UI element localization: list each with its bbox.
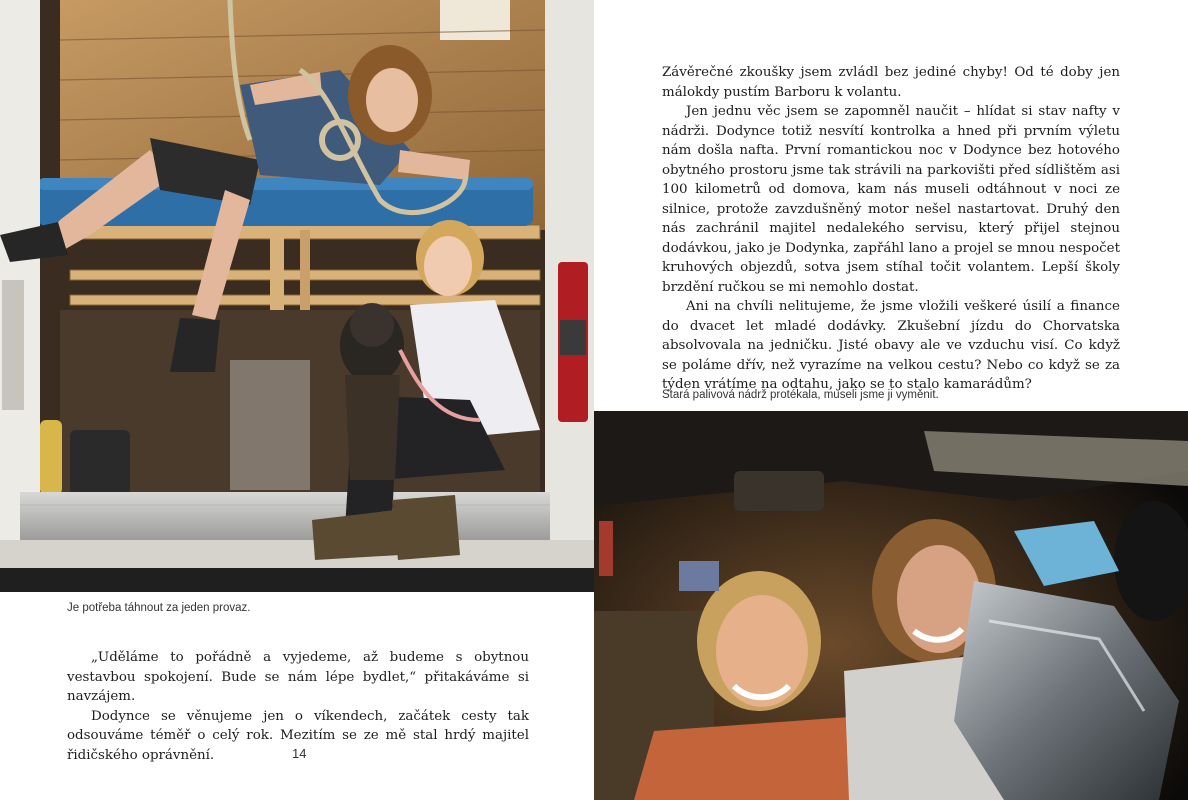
paragraph: Jen jednu věc jsem se zapomněl naučit – hlídat si stav nafty v nádrži. Dodynce totiž nesvítí kontrolka a hned při prvním výletu nám došla nafta. První romantickou noc v Dodynce bez hotového obytného prostoru jsme tak strávili na parkovišti před sídlištěm asi 100 kilometrů od domova, kam nás museli odtáhnout v noci ze silnice, protože zavzdušněný motor nešel nastartovat. Druhý den nás zachránil majitel nedalekého servisu, který přijel stejnou dodávkou, jako je Dodynka, zapřáhl lano a projel se mnou nespočet kruhových objezdů, sotva jsem stíhal točit volantem. Lepší školy brzdění ručkou se mi nemohlo dostat. <box>662 104 1120 295</box>
right-body-text <box>662 63 1120 395</box>
paragraph: „Uděláme to pořádně a vyjedeme, až budeme s obytnou vestavbou spokojení. Bude se nám lépe bydlet,“ přitakáváme si navzájem. <box>67 650 529 704</box>
photo-caption: Stará palivová nádrž protékala, museli jsme ji vyměnit. <box>662 389 939 401</box>
paragraph: Závěrečné zkoušky jsem zvládl bez jediné chyby! Od té doby jen málokdy pustím Barboru k volantu. <box>662 65 1120 100</box>
paragraph: Ani na chvíli nelitujeme, že jsme vložili veškeré úsilí a finance do dvacet let mladé dodávky. Zkušební jízdu do Chorvatska absolvovala na jedničku. Jisté obavy ale ve vzduchu visí. Co když se poláme dřív, než vyrazíme na velkou cestu? Nebo co když se za týden vrátíme na odtahu, jako se to stalo kamarádům? <box>662 299 1120 392</box>
right-page <box>594 0 1188 800</box>
van-interior-photo <box>0 0 594 592</box>
garage-photo <box>594 411 1188 800</box>
page-number: 14 <box>292 746 307 761</box>
photo-caption: Je potřeba táhnout za jeden provaz. <box>67 602 251 614</box>
paragraph: Dodynce se věnujeme jen o víkendech, začátek cesty tak odsouváme téměř o celý rok. Mezitím se ze mě stal hrdý majitel řidičského oprávnění. <box>67 708 529 763</box>
